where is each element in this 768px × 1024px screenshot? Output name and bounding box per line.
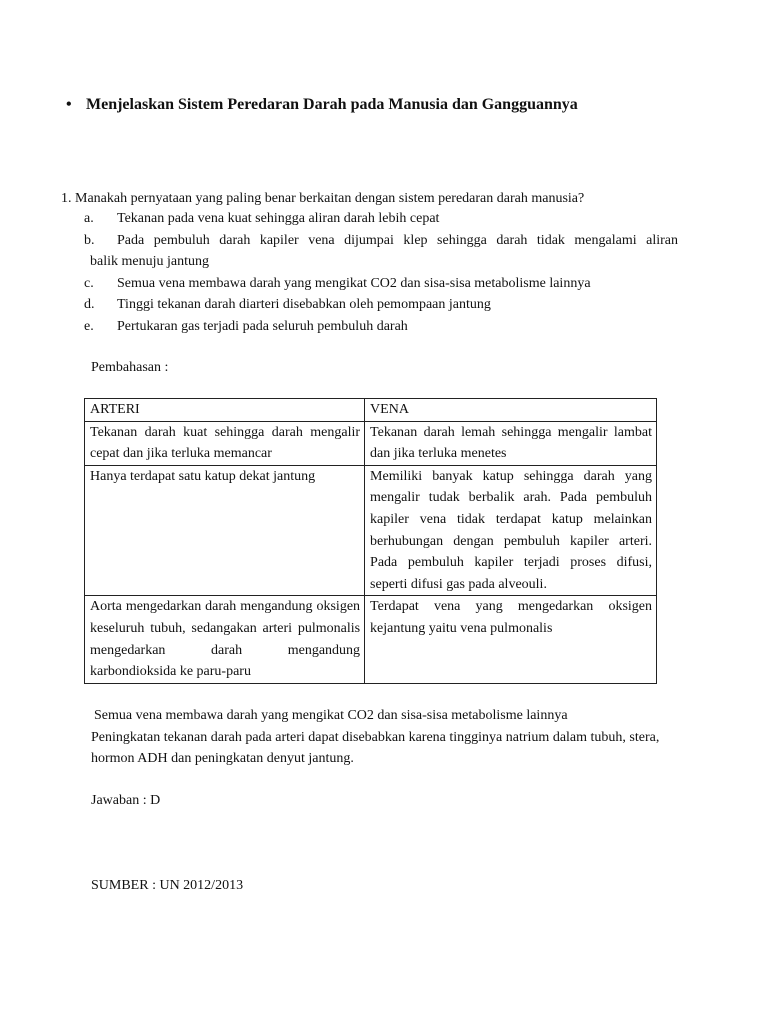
table-row	[85, 465, 657, 596]
option-text: Semua vena membawa darah yang mengikat CO2 dan sisa-sisa metabolisme lainnya	[117, 275, 591, 291]
table-cell: Terdapat vena yang mengedarkan oksigen kejantung yaitu vena pulmonalis	[365, 596, 657, 683]
section-heading	[66, 95, 746, 115]
option-text-continuation: balik menuju jantung	[90, 254, 209, 269]
option-letter: e.	[84, 318, 94, 334]
explanation-line: Semua vena membawa darah yang mengikat CO2 dan sisa-sisa metabolisme lainnya	[94, 708, 568, 723]
option-c	[84, 273, 678, 295]
table-cell: Tekanan darah lemah sehingga mengalir lambat dan jika terluka menetes	[365, 421, 657, 465]
question-text: 1. Manakah pernyataan yang paling benar berkaitan dengan sistem peredaran darah manusia?	[61, 191, 585, 206]
option-letter: c.	[84, 275, 94, 291]
option-a	[84, 208, 678, 230]
option-d	[84, 294, 678, 316]
table-row	[85, 596, 657, 683]
explanation-line: Peningkatan tekanan darah pada arteri dapat disebabkan karena tingginya natrium dalam tubuh, stera, hormon ADH dan peningkatan denyut jantung.	[91, 729, 660, 767]
answer-text: Jawaban : D	[91, 793, 161, 808]
table-row	[85, 421, 657, 465]
option-text: Tinggi tekanan darah diarteri disebabkan oleh pemompaan jantung	[117, 297, 491, 312]
table-cell: Aorta mengedarkan darah mengandung oksigen keseluruh tubuh, sedangakan arteri pulmonalis mengedarkan darah mengandung karbondioksida ke paru-paru	[85, 596, 365, 683]
answer-options	[84, 208, 678, 337]
option-text: Tekanan pada vena kuat sehingga aliran darah lebih cepat	[117, 211, 440, 226]
option-letter: b.	[84, 232, 95, 248]
option-e	[84, 316, 678, 338]
bullet-icon: •	[66, 96, 72, 113]
table-cell: Memiliki banyak katup sehingga darah yang mengalir tudak berbalik arah. Pada pembuluh kapiler vena tidak terdapat katup melainkan berhubungan dengan pembuluh kapiler arteri. Pada pembuluh kapiler terjadi proses difusi, seperti difusi gas pada alveouli.	[365, 465, 657, 596]
table-header-row	[85, 399, 657, 422]
option-b	[84, 230, 678, 252]
explanation	[91, 705, 691, 770]
table-cell: Tekanan darah kuat sehingga darah mengalir cepat dan jika terluka memancar	[85, 421, 365, 465]
header-vena: VENA	[365, 399, 657, 422]
option-b-continuation	[84, 251, 678, 273]
header-arteri: ARTERI	[85, 399, 365, 422]
source-text: SUMBER : UN 2012/2013	[91, 878, 244, 893]
comparison-table	[84, 398, 657, 684]
table-cell: Hanya terdapat satu katup dekat jantung	[85, 465, 365, 596]
option-letter: d.	[84, 297, 95, 312]
option-text: Pada pembuluh darah kapiler vena dijumpai klep sehingga darah tidak mengalami aliran	[117, 232, 678, 248]
heading-text: Menjelaskan Sistem Peredaran Darah pada Manusia dan Gangguannya	[86, 96, 578, 113]
option-letter: a.	[84, 211, 94, 226]
option-text: Pertukaran gas terjadi pada seluruh pembuluh darah	[117, 318, 408, 334]
discussion-label: Pembahasan :	[91, 360, 169, 375]
